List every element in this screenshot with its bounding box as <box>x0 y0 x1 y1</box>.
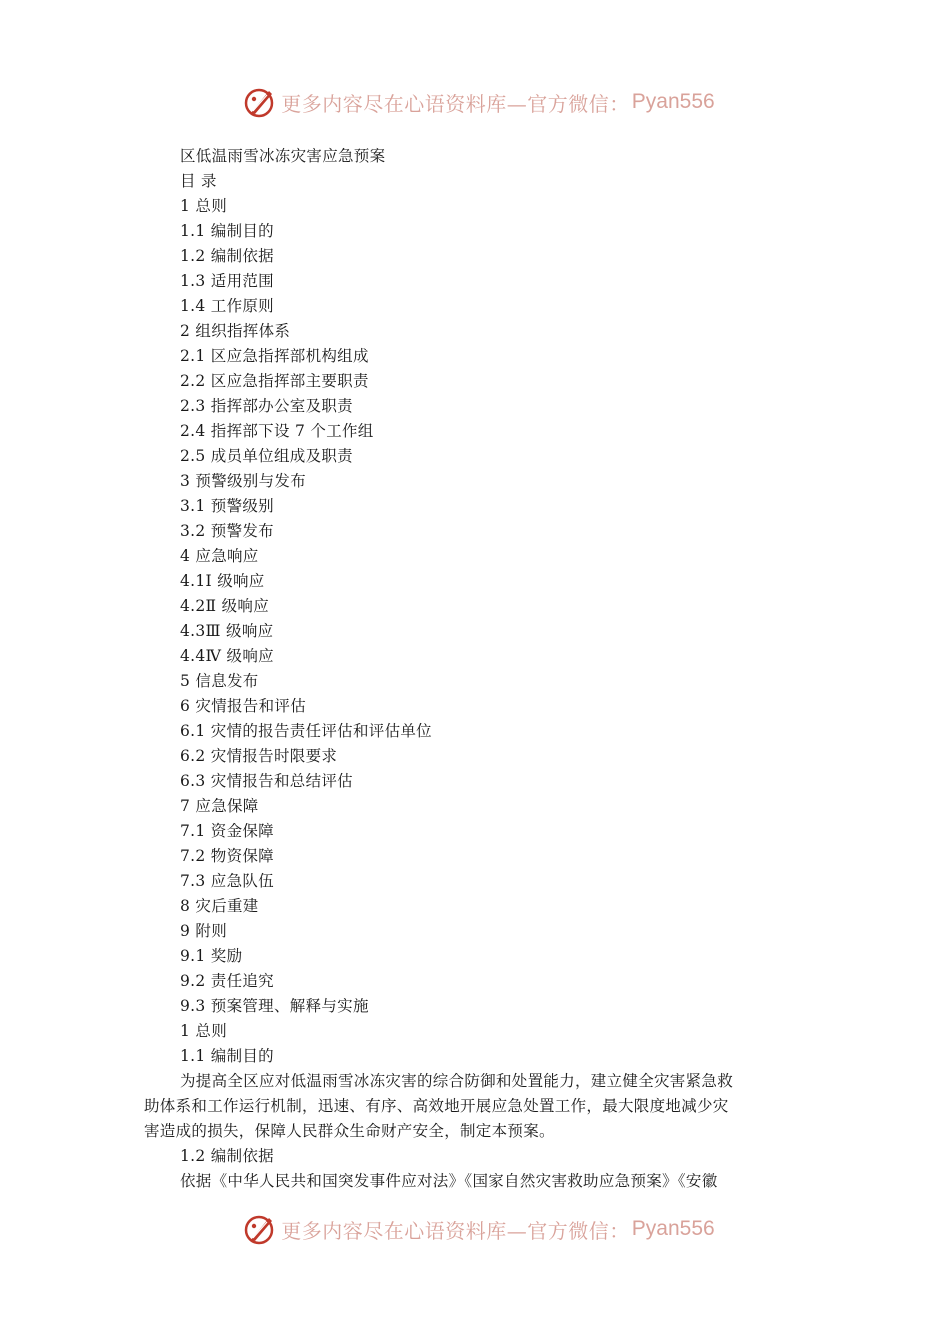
paragraph-line: 害造成的损失，保障人民群众生命财产安全，制定本预案。 <box>144 1122 555 1140</box>
toc-item: 6.3 灾情报告和总结评估 <box>180 772 353 790</box>
toc-item: 2.5 成员单位组成及职责 <box>180 447 353 465</box>
toc-item: 6.2 灾情报告时限要求 <box>180 747 338 765</box>
toc-item: 1.4 工作原则 <box>180 297 274 315</box>
toc-item: 4 应急响应 <box>180 547 259 565</box>
paragraph-line: 为提高全区应对低温雨雪冰冻灾害的综合防御和处置能力，建立健全灾害紧急救 <box>180 1072 734 1090</box>
watermark-text: 更多内容尽在心语资料库—官方微信： <box>281 91 630 116</box>
toc-item: 9 附则 <box>180 922 227 940</box>
watermark-wechat-id: Pyan556 <box>631 90 715 113</box>
toc-item: 6 灾情报告和评估 <box>180 697 306 715</box>
toc-item: 7.2 物资保障 <box>180 847 274 865</box>
toc-item: 2.2 区应急指挥部主要职责 <box>180 372 369 390</box>
quill-logo-icon <box>243 1212 277 1246</box>
toc-item: 9.1 奖励 <box>180 947 243 965</box>
watermark-banner-bottom <box>0 1209 950 1249</box>
toc-item: 6.1 灾情的报告责任评估和评估单位 <box>180 722 432 740</box>
watermark-text: 更多内容尽在心语资料库—官方微信： <box>281 1218 630 1243</box>
toc-item: 4.4Ⅳ 级响应 <box>180 647 274 665</box>
toc-item: 2 组织指挥体系 <box>180 322 291 340</box>
toc-item: 3.1 预警级别 <box>180 497 274 515</box>
toc-item: 1.3 适用范围 <box>180 272 274 290</box>
toc-item: 5 信息发布 <box>180 672 259 690</box>
toc-item: 3.2 预警发布 <box>180 522 274 540</box>
toc-item: 8 灾后重建 <box>180 897 259 915</box>
toc-item: 4.2Ⅱ 级响应 <box>180 597 270 615</box>
toc-item: 7.3 应急队伍 <box>180 872 274 890</box>
toc-item: 1 总则 <box>180 197 227 215</box>
section-heading: 1 总则 <box>180 1022 227 1040</box>
toc-heading: 目 录 <box>180 172 217 190</box>
toc-item: 2.3 指挥部办公室及职责 <box>180 397 353 415</box>
toc-item: 4.1Ⅰ 级响应 <box>180 572 265 590</box>
toc-item: 7.1 资金保障 <box>180 822 274 840</box>
subsection-heading: 1.1 编制目的 <box>180 1047 274 1065</box>
quill-logo-icon <box>243 85 277 119</box>
toc-item: 1.1 编制目的 <box>180 222 274 240</box>
document-title: 区低温雨雪冰冻灾害应急预案 <box>180 147 386 165</box>
watermark-banner-top <box>0 82 950 122</box>
toc-item: 2.1 区应急指挥部机构组成 <box>180 347 369 365</box>
paragraph-line: 依据《中华人民共和国突发事件应对法》《国家自然灾害救助应急预案》《安徽 <box>180 1172 718 1190</box>
watermark-wechat-id: Pyan556 <box>631 1217 715 1240</box>
toc-item: 9.2 责任追究 <box>180 972 274 990</box>
toc-item: 7 应急保障 <box>180 797 259 815</box>
subsection-heading: 1.2 编制依据 <box>180 1147 274 1165</box>
toc-item: 1.2 编制依据 <box>180 247 274 265</box>
toc-item: 2.4 指挥部下设 7 个工作组 <box>180 422 374 440</box>
toc-item: 4.3Ⅲ 级响应 <box>180 622 274 640</box>
paragraph-line: 助体系和工作运行机制，迅速、有序、高效地开展应急处置工作，最大限度地减少灾 <box>144 1097 729 1115</box>
toc-item: 3 预警级别与发布 <box>180 472 306 490</box>
toc-item: 9.3 预案管理、解释与实施 <box>180 997 369 1015</box>
